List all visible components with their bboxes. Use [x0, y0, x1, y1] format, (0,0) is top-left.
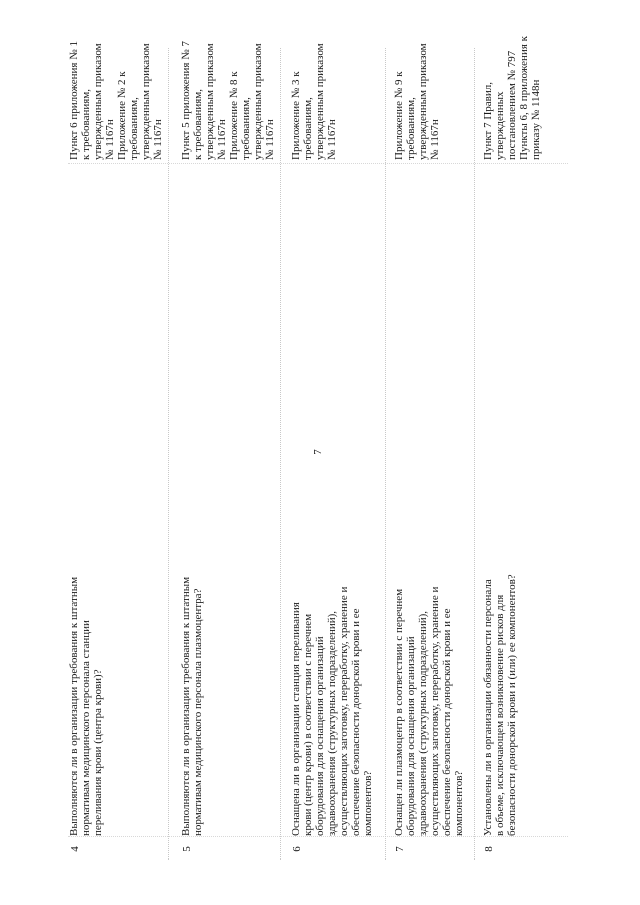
row-reference	[180, 41, 276, 160]
question-line: Оснащен ли плазмоцентр в соответствии с перечнем	[393, 588, 405, 836]
reference-line: Пункт 5 приложения № 7	[180, 41, 192, 160]
reference-line: к требованиям,	[80, 89, 92, 160]
reference-line: приказу № 1148н	[530, 79, 542, 160]
question-line: осуществляющих заготовку, переработку, хранение и	[338, 586, 350, 836]
reference-line: № 1167н	[429, 119, 441, 160]
reference-line: постановлением № 797	[506, 50, 518, 160]
reference-line: № 1167н	[152, 119, 164, 160]
question-line: крови (центр крови) в соответствии с перечнем	[302, 613, 314, 836]
reference-line: Приложение № 3 к	[290, 71, 302, 160]
row-question	[290, 476, 374, 836]
question-line: Выполняются ли в организации требования к штатным	[68, 576, 80, 836]
row-question	[68, 476, 104, 836]
question-line: нормативам медицинского персонала станции	[80, 620, 92, 836]
question-line: здравоохранения (структурных подразделений),	[417, 610, 429, 836]
question-line: обеспечение безопасности донорской крови и ее	[441, 608, 453, 836]
reference-line: Приложение № 2 к	[116, 71, 128, 160]
reference-line: Пункты 6, 8 приложения к	[518, 36, 530, 160]
question-line: компонентов?	[453, 770, 465, 836]
reference-line: утвержденным приказом	[204, 43, 216, 160]
question-line: компонентов?	[362, 770, 374, 836]
page-number: 7	[312, 449, 324, 455]
question-line: нормативам медицинского персонала плазмоцентра?	[192, 588, 204, 836]
row-number: 4	[69, 846, 81, 852]
reference-line: № 1167н	[326, 119, 338, 160]
reference-line: требованиям,	[128, 97, 140, 160]
row-number: 5	[181, 846, 193, 852]
question-line: Оснащена ли в организации станция переливания	[290, 602, 302, 836]
row-divider	[385, 48, 386, 860]
reference-line: утвержденным приказом	[92, 43, 104, 160]
row-divider	[280, 48, 281, 860]
row-divider	[168, 48, 169, 860]
reference-line: к требованиям,	[192, 89, 204, 160]
row-reference	[290, 45, 338, 160]
row-divider	[474, 48, 475, 860]
row-reference	[482, 36, 542, 160]
column-rule	[68, 163, 568, 164]
question-line: здравоохранения (структурных подразделений),	[326, 610, 338, 836]
row-number: 8	[483, 846, 495, 852]
column-rule	[68, 836, 568, 837]
reference-line: требованиям,	[405, 97, 417, 160]
reference-line: № 1167н	[216, 119, 228, 160]
reference-line: Пункт 7 Правил,	[482, 82, 494, 160]
row-number: 7	[394, 846, 406, 852]
row-question	[180, 476, 204, 836]
reference-line: утвержденным приказом	[140, 43, 152, 160]
question-line: обеспечение безопасности донорской крови и ее	[350, 608, 362, 836]
question-line: Выполняются ли в организации требования к штатным	[180, 576, 192, 836]
reference-line: Пункт 6 приложения № 1	[68, 41, 80, 160]
reference-line: № 1167н	[264, 119, 276, 160]
question-line: оборудования для оснащения организаций	[314, 636, 326, 836]
question-line: в объеме, исключающем возникновение рисков для	[494, 594, 506, 836]
requirements-table	[68, 36, 568, 860]
reference-line: утвержденным приказом	[252, 43, 264, 160]
row-reference	[68, 41, 164, 160]
question-line: Установлены ли в организации обязанности персонала	[482, 579, 494, 836]
question-line: оборудования для оснащения организаций	[405, 636, 417, 836]
question-line: переливания крови (центра крови)?	[92, 669, 104, 836]
reference-line: Приложение № 9 к	[393, 71, 405, 160]
question-line: осуществляющих заготовку, переработку, хранение и	[429, 586, 441, 836]
row-question	[482, 476, 518, 836]
reference-line: утвержденным приказом	[417, 43, 429, 160]
reference-line: утвержденных	[494, 91, 506, 160]
reference-line: требованиям,	[240, 97, 252, 160]
reference-line: № 1167н	[104, 119, 116, 160]
row-reference	[393, 45, 441, 160]
reference-line: Приложение № 8 к	[228, 71, 240, 160]
row-number: 6	[291, 846, 303, 852]
row-question	[393, 476, 465, 836]
reference-line: требованиям,	[302, 97, 314, 160]
reference-line: утвержденным приказом	[314, 43, 326, 160]
question-line: безопасности донорской крови и (или) ее компонентов?	[506, 574, 518, 836]
